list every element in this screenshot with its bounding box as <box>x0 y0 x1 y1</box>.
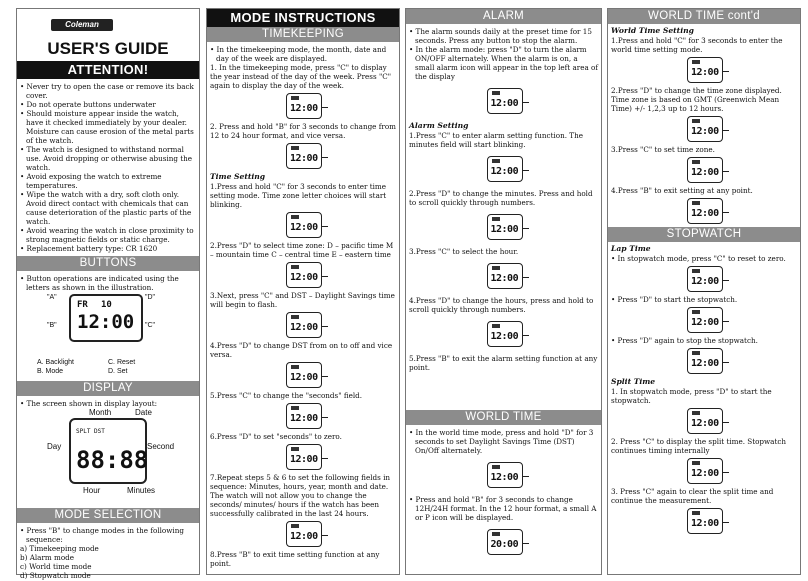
alarm-setting-step: 5.Press "B" to exit the alarm setting function at any point. <box>409 354 598 372</box>
watch-illustration: 20:00 <box>406 525 601 559</box>
watch-illustration: 12:00 <box>608 408 800 434</box>
timekeeping-intro: • In the timekeeping mode, the month, date and day of the week are displayed. <box>210 45 387 63</box>
watch-illustration: 12:00 <box>207 521 399 547</box>
alarm-setting-step: 2.Press "D" to change the minutes. Press and hold to scroll quickly through numbers. <box>409 189 593 207</box>
brand-logo: Coleman <box>51 19 113 31</box>
stopwatch-step: • Press "D" to start the stopwatch. <box>611 295 738 304</box>
time-setting-step: 3.Next, press "C" and DST – Daylight Savings time will begin to flash. <box>210 291 395 309</box>
alarm-text: • In the alarm mode: press "D" to turn the alarm ON/OFF alternately. When the alarm is on, a small alarm icon will appear in the top left area of the display <box>409 45 599 81</box>
legend-c: C. Reset <box>108 359 136 366</box>
display-text: • The screen shown in display layout: <box>20 399 158 408</box>
legend-b: B. Mode <box>37 368 64 375</box>
buttons-illustration <box>17 292 199 356</box>
label-minutes: Minutes <box>127 486 156 495</box>
watch-illustration: 12:00 <box>207 262 399 288</box>
watch-illustration: 12:00 <box>207 143 399 169</box>
watch-illustration: 12:00 <box>608 57 800 83</box>
column-world-time-cont <box>607 8 801 575</box>
watch-illustration: 12:00 <box>608 348 800 374</box>
watch-illustration: 12:00 <box>608 157 800 183</box>
watch-date: 10 <box>101 300 112 310</box>
world-time-step: 2.Press "D" to change the time zone displayed. Time zone is based on GMT (Greenwich Mean Time) +/- 1,2,3 up to 12 hours. <box>611 86 782 113</box>
attention-item: • Wipe the watch with a dry, soft cloth only. Avoid direct contact with chemicals that can cause deterioration of the plastic parts of the watch. <box>20 190 192 226</box>
display-face <box>69 418 147 484</box>
button-d-label: "D" <box>145 294 156 301</box>
watch-illustration: 12:00 <box>608 266 800 292</box>
watch-illustration: 12:00 <box>608 458 800 484</box>
button-a-label: "A" <box>47 294 57 301</box>
timekeeping-step: 2. Press and hold "B" for 3 seconds to change from 12 to 24 hour format, and vice versa. <box>210 122 396 140</box>
display-diagram <box>17 408 199 508</box>
watch-illustration: 12:00 <box>406 458 601 492</box>
time-setting-step: 2.Press "D" to select time zone: D – pacific time M – mountain time C – central time E – eastern time <box>210 241 394 259</box>
watch-illustration: 12:00 <box>207 362 399 388</box>
watch-illustration: 12:00 <box>207 312 399 338</box>
world-time-text: • In the world time mode, press and hold "D" for 3 seconds to set Daylight Savings Time (DST) On/Off alternately. <box>409 428 594 455</box>
time-setting-step: 1.Press and hold "C" for 3 seconds to enter time setting mode. Time zone letter choices will start blinking. <box>210 182 387 209</box>
world-time-step: 3.Press "C" to set time zone. <box>611 145 715 154</box>
mode-selection-header: MODE SELECTION <box>17 508 199 523</box>
display-digits: 88:88 <box>76 446 149 474</box>
attention-header: ATTENTION! <box>17 61 199 79</box>
attention-item: • Never try to open the case or remove its back cover. <box>20 82 194 100</box>
display-annunciators: SPLT DST <box>76 428 105 435</box>
legend-a: A. Backlight <box>37 359 74 366</box>
time-setting-step: 8.Press "B" to exit time setting function at any point. <box>210 550 380 568</box>
stopwatch-step: • In stopwatch mode, press "C" to reset to zero. <box>611 254 786 263</box>
alarm-text: • The alarm sounds daily at the preset time for 15 seconds. Press any button to stop the alarm. <box>409 27 592 45</box>
split-step: 2. Press "C" to display the split time. Stopwatch continues timing internally <box>611 437 787 455</box>
time-setting-step: 6.Press "D" to set "seconds" to zero. <box>210 432 342 441</box>
mode-selection-text: • Press "B" to change modes in the following sequence: <box>20 526 184 544</box>
watch-illustration: 12:00 <box>406 210 601 244</box>
watch-illustration: 12:00 <box>608 508 800 534</box>
attention-item: • Avoid wearing the watch in close proximity to strong magnetic fields or static charge. <box>20 226 194 244</box>
column-mode-instructions <box>206 8 400 575</box>
watch-illustration: 12:00 <box>207 444 399 470</box>
world-time-cont-header: WORLD TIME cont'd <box>608 9 800 24</box>
stopwatch-step: • Press "D" again to stop the stopwatch. <box>611 336 758 345</box>
display-header: DISPLAY <box>17 381 199 396</box>
world-time-header: WORLD TIME <box>406 410 601 425</box>
attention-item: • Should moisture appear inside the watch, have it checked immediately by your dealer. Moisture can cause erosion of the metal parts of the watch. <box>20 109 194 145</box>
label-second: Second <box>147 442 175 451</box>
alarm-setting-step: 4.Press "D" to change the hours, press and hold to scroll quickly through numbers. <box>409 296 594 314</box>
button-c-label: "C" <box>145 322 156 329</box>
split-step: 1. In stopwatch mode, press "D" to start the stopwatch. <box>611 387 772 405</box>
attention-item: • Do not operate buttons underwater <box>20 100 156 109</box>
attention-item: • Replacement battery type: CR 1620 <box>20 244 158 253</box>
world-time-text: • Press and hold "B" for 3 seconds to change 12H/24H format. In the 12 hour format, a small A or P icon will be displayed. <box>409 495 597 522</box>
time-setting-title: Time Setting <box>210 172 266 181</box>
mode-item: d) Stopwatch mode <box>20 571 91 580</box>
attention-item: • Avoid exposing the watch to extreme temperatures. <box>20 172 162 190</box>
watch-illustration: 12:00 <box>406 317 601 351</box>
watch-illustration: 12:00 <box>207 212 399 238</box>
legend-d: D. Set <box>108 368 128 375</box>
mode-item: a) Timekeeping mode <box>20 544 99 553</box>
time-setting-step: 5.Press "C" to change the "seconds" field. <box>210 391 363 400</box>
watch-illustration: 12:00 <box>608 116 800 142</box>
watch-illustration: 12:00 <box>406 152 601 186</box>
split-time-title: Split Time <box>611 377 656 386</box>
label-day: Day <box>47 442 62 451</box>
watch-illustration: 12:00 <box>207 403 399 429</box>
watch-illustration: 12:00 <box>406 259 601 293</box>
mode-item: c) World time mode <box>20 562 92 571</box>
users-guide-title: USER'S GUIDE <box>47 39 169 58</box>
buttons-text: • Button operations are indicated using the letters as shown in the illustration. <box>20 274 179 292</box>
world-time-step: 1.Press and hold "C" for 3 seconds to enter the world time setting mode. <box>611 36 783 54</box>
label-hour: Hour <box>83 486 101 495</box>
buttons-header: BUTTONS <box>17 256 199 271</box>
watch-illustration: 12:00 <box>406 84 601 118</box>
label-date: Date <box>135 408 152 417</box>
mode-instructions-header: MODE INSTRUCTIONS <box>207 9 399 27</box>
world-time-setting-title: World Time Setting <box>611 26 694 35</box>
world-time-step: 4.Press "B" to exit setting at any point. <box>611 186 753 195</box>
watch-illustration: 12:00 <box>608 198 800 224</box>
mode-item: b) Alarm mode <box>20 553 74 562</box>
column-users-guide <box>16 8 200 580</box>
split-step: 3. Press "C" again to clear the split time and continue the measurement. <box>611 487 774 505</box>
watch-time: 12:00 <box>77 311 135 333</box>
column-alarm <box>405 8 602 575</box>
timekeeping-header: TIMEKEEPING <box>207 27 399 42</box>
button-b-label: "B" <box>47 322 57 329</box>
watch-illustration: 12:00 <box>207 93 399 119</box>
attention-item: • The watch is designed to withstand normal use. Avoid dropping or otherwise abusing the watch. <box>20 145 193 172</box>
timekeeping-step: 1. In the timekeeping mode, press "C" to display the year instead of the day of the week. Press "C" again to display the day of the week. <box>210 63 392 90</box>
alarm-setting-title: Alarm Setting <box>409 121 469 130</box>
time-setting-step: 4.Press "D" to change DST from on to off and vice versa. <box>210 341 393 359</box>
stopwatch-header: STOPWATCH <box>608 227 800 242</box>
time-setting-step: 7.Repeat steps 5 & 6 to set the following fields in sequence: Minutes, hours, year, month and date. The watch will not allow you to change the seconds/ minutes/ hours if the watch has been successfully calibrated in the last 24 hours. <box>210 473 391 518</box>
watch-illustration: 12:00 <box>608 307 800 333</box>
button-legend <box>37 358 179 376</box>
label-month: Month <box>89 408 112 417</box>
watch-day: FR <box>77 300 88 310</box>
watch-face <box>69 294 143 342</box>
lap-time-title: Lap Time <box>611 244 651 253</box>
alarm-setting-step: 1.Press "C" to enter alarm setting function. The minutes field will start blinking. <box>409 131 583 149</box>
alarm-setting-step: 3.Press "C" to select the hour. <box>409 247 519 256</box>
alarm-header: ALARM <box>406 9 601 24</box>
